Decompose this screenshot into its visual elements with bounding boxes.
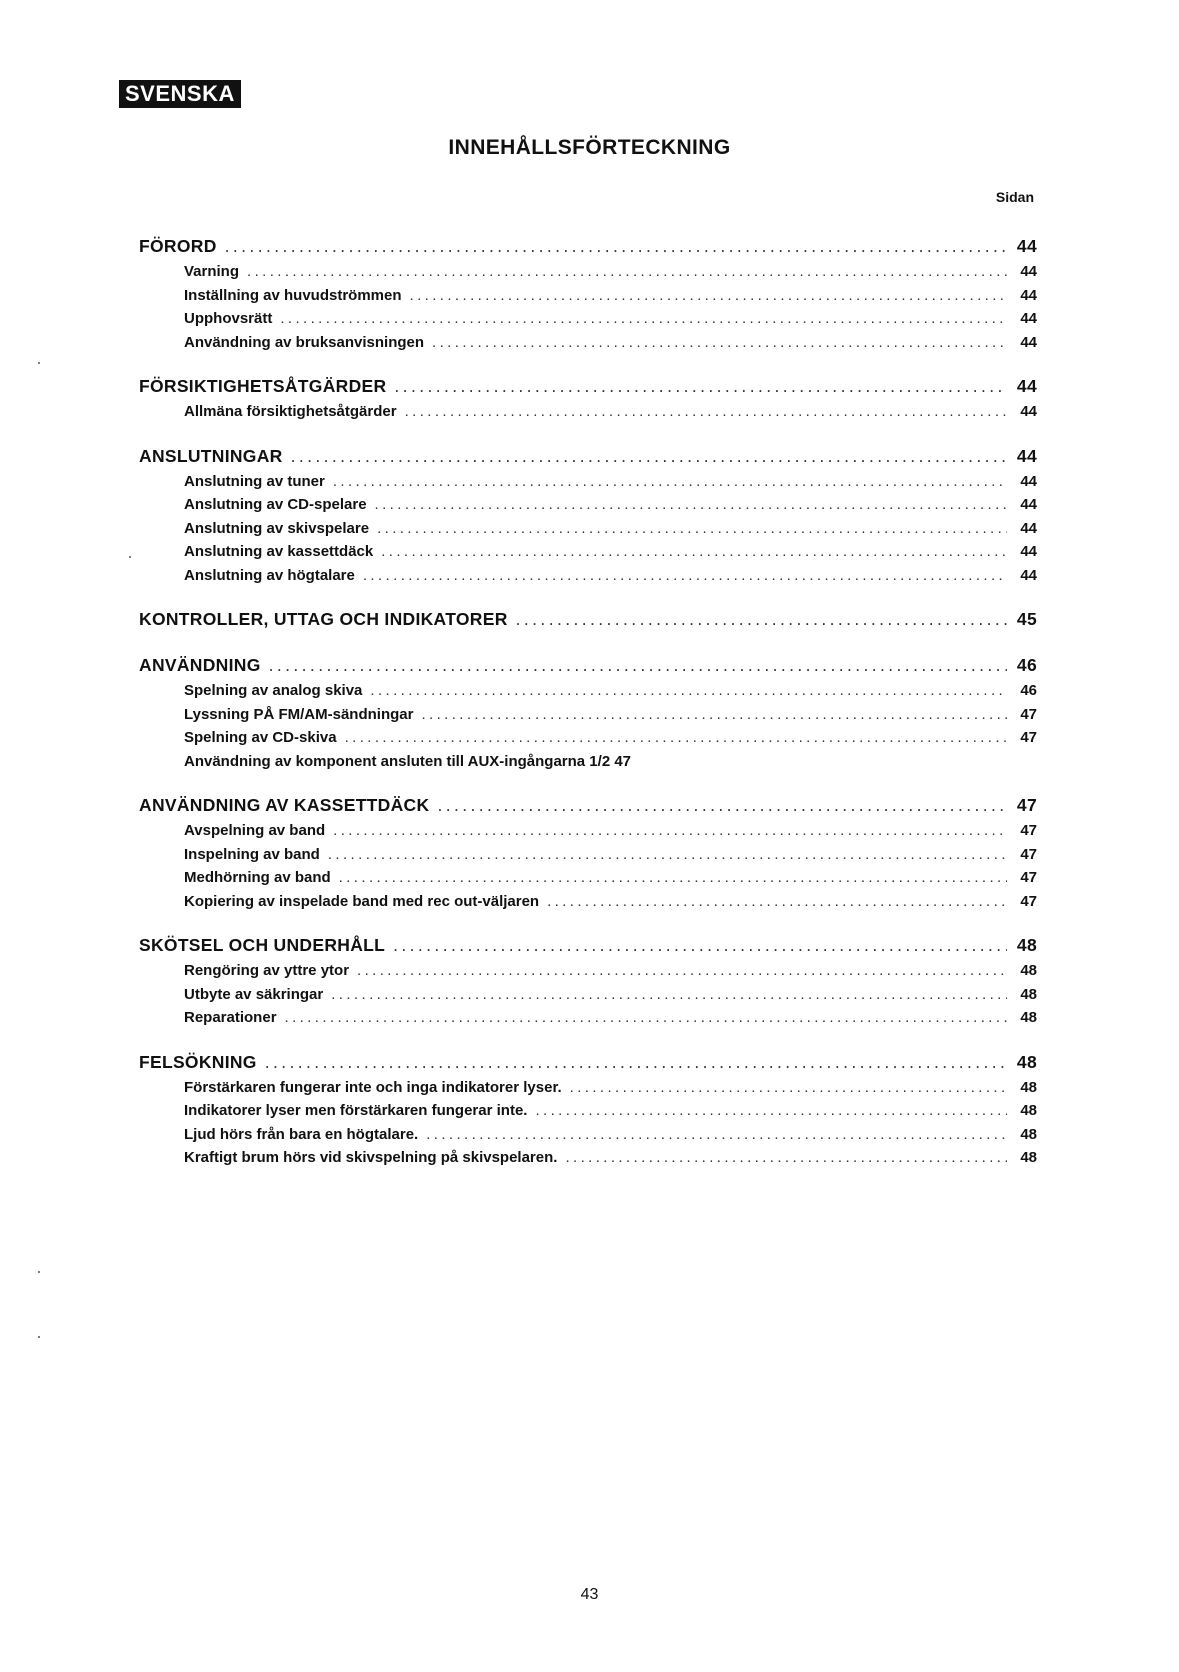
entry-page-number: 48 bbox=[1020, 1078, 1037, 1096]
entry-label: Rengöring av yttre ytor bbox=[184, 962, 350, 979]
entry-page-number: 48 bbox=[1020, 1125, 1037, 1143]
toc-entry bbox=[139, 1099, 1037, 1123]
toc-entry bbox=[139, 959, 1037, 983]
toc-section bbox=[139, 605, 1037, 633]
toc-entry bbox=[139, 703, 1037, 727]
toc-entry bbox=[139, 1123, 1037, 1147]
toc-section bbox=[139, 931, 1037, 1030]
dot-leader bbox=[570, 1076, 1007, 1100]
entry-label: Spelning av CD-skiva bbox=[184, 729, 337, 746]
section-title: KONTROLLER, UTTAG OCH INDIKATORER bbox=[139, 609, 508, 629]
entry-label: Anslutning av CD-spelare bbox=[184, 496, 367, 513]
toc-section bbox=[139, 372, 1037, 424]
section-title: SKÖTSEL OCH UNDERHÅLL bbox=[139, 935, 386, 955]
toc-section-heading bbox=[139, 931, 1037, 959]
dot-leader bbox=[285, 1006, 1007, 1030]
entry-label: Allmäna försiktighetsåtgärder bbox=[184, 403, 397, 420]
dot-leader bbox=[547, 890, 1007, 914]
dot-leader bbox=[328, 843, 1007, 867]
toc-section bbox=[139, 791, 1037, 913]
toc-entry bbox=[139, 331, 1037, 355]
section-page-number: 47 bbox=[1016, 795, 1037, 815]
dot-leader bbox=[333, 470, 1007, 494]
entry-page-number: 47 bbox=[1020, 729, 1037, 746]
section-title: ANVÄNDNING AV KASSETTDÄCK bbox=[139, 795, 430, 815]
entry-page-number: 48 bbox=[1020, 1102, 1037, 1119]
section-page-number: 44 bbox=[1016, 445, 1037, 466]
entry-page-number: 48 bbox=[1020, 1149, 1037, 1166]
toc-entry bbox=[139, 284, 1037, 308]
toc-entry bbox=[139, 517, 1037, 541]
dot-leader bbox=[405, 400, 1007, 424]
language-badge: SVENSKA bbox=[119, 80, 241, 108]
scan-speck bbox=[38, 1336, 40, 1338]
toc-entry bbox=[139, 890, 1037, 914]
dot-leader bbox=[393, 931, 1007, 959]
entry-label: Anslutning av högtalare bbox=[184, 566, 355, 584]
entry-page-number: 44 bbox=[1020, 263, 1037, 280]
section-page-number: 48 bbox=[1016, 1051, 1037, 1072]
dot-leader bbox=[394, 372, 1007, 400]
entry-label: Anslutning av tuner bbox=[184, 472, 325, 490]
toc-section bbox=[139, 1048, 1037, 1170]
page-column-label: Sidan bbox=[995, 189, 1034, 205]
dot-leader bbox=[370, 679, 1007, 703]
dot-leader bbox=[331, 983, 1007, 1007]
toc-entry bbox=[139, 866, 1037, 890]
toc-entry bbox=[139, 307, 1037, 331]
entry-page-number: 48 bbox=[1020, 985, 1037, 1003]
section-title: FÖRORD bbox=[139, 236, 217, 256]
dot-leader bbox=[265, 1048, 1007, 1076]
dot-leader bbox=[410, 284, 1007, 308]
entry-label: Upphovsrätt bbox=[184, 310, 273, 327]
toc-entry bbox=[139, 400, 1037, 424]
entry-page-number: 47 bbox=[1020, 869, 1037, 886]
entry-page-number: 44 bbox=[1020, 333, 1037, 351]
scan-speck bbox=[129, 556, 131, 558]
toc-entry bbox=[139, 564, 1037, 588]
section-page-number: 45 bbox=[1016, 609, 1037, 629]
entry-page-number: 44 bbox=[1020, 472, 1037, 490]
section-page-number: 48 bbox=[1016, 935, 1037, 955]
toc-entry bbox=[139, 726, 1037, 750]
entry-page-number: 46 bbox=[1020, 682, 1037, 699]
entry-label: Inställning av huvudströmmen bbox=[184, 286, 402, 304]
entry-label: Användning av bruksanvisningen bbox=[184, 333, 425, 351]
entry-page-number: 48 bbox=[1020, 1009, 1037, 1026]
toc-entry bbox=[139, 843, 1037, 867]
entry-page-number: 44 bbox=[1020, 403, 1037, 420]
dot-leader bbox=[516, 605, 1007, 633]
dot-leader bbox=[437, 791, 1007, 819]
toc-section-heading bbox=[139, 1048, 1037, 1076]
table-of-contents bbox=[139, 232, 1037, 1188]
section-page-number: 44 bbox=[1016, 376, 1037, 396]
toc-entry bbox=[139, 1076, 1037, 1100]
entry-page-number: 48 bbox=[1020, 962, 1037, 979]
toc-entry bbox=[139, 493, 1037, 517]
document-title: INNEHÅLLSFÖRTECKNING bbox=[448, 136, 731, 159]
toc-section-heading bbox=[139, 442, 1037, 470]
dot-leader bbox=[247, 260, 1007, 284]
dot-leader bbox=[421, 703, 1007, 727]
section-title: ANVÄNDNING bbox=[139, 655, 261, 675]
entry-page-number: 47 bbox=[1020, 822, 1037, 839]
toc-section-heading bbox=[139, 791, 1037, 819]
dot-leader bbox=[345, 726, 1007, 750]
entry-label: Avspelning av band bbox=[184, 822, 326, 839]
toc-section bbox=[139, 232, 1037, 354]
toc-entry bbox=[139, 983, 1037, 1007]
entry-label: Anslutning av skivspelare bbox=[184, 519, 370, 537]
section-title: FELSÖKNING bbox=[139, 1051, 257, 1072]
entry-page-number: 44 bbox=[1020, 519, 1037, 537]
entry-label: Förstärkaren fungerar inte och inga indikatorer lyser. bbox=[184, 1078, 562, 1096]
entry-label: Medhörning av band bbox=[184, 869, 331, 886]
toc-section-heading bbox=[139, 605, 1037, 633]
toc-section bbox=[139, 651, 1037, 773]
toc-entry bbox=[139, 260, 1037, 284]
dot-leader bbox=[565, 1146, 1007, 1170]
toc-section-heading bbox=[139, 232, 1037, 260]
dot-leader bbox=[333, 819, 1007, 843]
section-title: ANSLUTNINGAR bbox=[139, 445, 283, 466]
toc-entry bbox=[139, 750, 1037, 774]
entry-label: Anslutning av kassettdäck bbox=[184, 543, 374, 560]
section-page-number: 44 bbox=[1016, 236, 1037, 256]
toc-entry bbox=[139, 1146, 1037, 1170]
scan-speck bbox=[38, 1271, 40, 1273]
entry-page-number: 47 bbox=[1020, 705, 1037, 723]
dot-leader bbox=[291, 442, 1007, 470]
footer-page-number: 43 bbox=[580, 1586, 599, 1603]
entry-label: Indikatorer lyser men förstärkaren fungerar inte. bbox=[184, 1102, 528, 1119]
entry-label: Användning av komponent ansluten till AUX-ingångarna 1/2 47 bbox=[184, 752, 632, 770]
entry-label: Inspelning av band bbox=[184, 845, 320, 863]
entry-label: Reparationer bbox=[184, 1009, 277, 1026]
toc-entry bbox=[139, 540, 1037, 564]
entry-page-number: 44 bbox=[1020, 310, 1037, 327]
entry-page-number: 44 bbox=[1020, 496, 1037, 513]
dot-leader bbox=[375, 493, 1007, 517]
dot-leader bbox=[225, 232, 1007, 260]
dot-leader bbox=[269, 651, 1007, 679]
entry-page-number: 44 bbox=[1020, 566, 1037, 584]
scan-speck bbox=[38, 362, 40, 364]
entry-page-number: 44 bbox=[1020, 286, 1037, 304]
entry-label: Kopiering av inspelade band med rec out-väljaren bbox=[184, 892, 540, 910]
entry-page-number: 44 bbox=[1020, 543, 1037, 560]
entry-label: Varning bbox=[184, 263, 240, 280]
entry-page-number: 47 bbox=[1020, 845, 1037, 863]
entry-label: Kraftigt brum hörs vid skivspelning på skivspelaren. bbox=[184, 1149, 558, 1166]
section-title: FÖRSIKTIGHETSÅTGÄRDER bbox=[139, 376, 387, 396]
entry-label: Ljud hörs från bara en högtalare. bbox=[184, 1125, 419, 1143]
entry-label: Spelning av analog skiva bbox=[184, 682, 363, 699]
toc-section-heading bbox=[139, 651, 1037, 679]
toc-entry bbox=[139, 1006, 1037, 1030]
toc-entry bbox=[139, 819, 1037, 843]
toc-entry bbox=[139, 470, 1037, 494]
dot-leader bbox=[426, 1123, 1007, 1147]
dot-leader bbox=[357, 959, 1007, 983]
entry-label: Utbyte av säkringar bbox=[184, 985, 324, 1003]
toc-section-heading bbox=[139, 372, 1037, 400]
dot-leader bbox=[377, 517, 1007, 541]
dot-leader bbox=[381, 540, 1007, 564]
toc-section bbox=[139, 442, 1037, 588]
dot-leader bbox=[432, 331, 1007, 355]
entry-label: Lyssning PÅ FM/AM-sändningar bbox=[184, 705, 414, 723]
dot-leader bbox=[280, 307, 1007, 331]
toc-entry bbox=[139, 679, 1037, 703]
dot-leader bbox=[363, 564, 1007, 588]
entry-page-number: 47 bbox=[1020, 892, 1037, 910]
dot-leader bbox=[535, 1099, 1007, 1123]
section-page-number: 46 bbox=[1016, 655, 1037, 675]
dot-leader bbox=[339, 866, 1007, 890]
